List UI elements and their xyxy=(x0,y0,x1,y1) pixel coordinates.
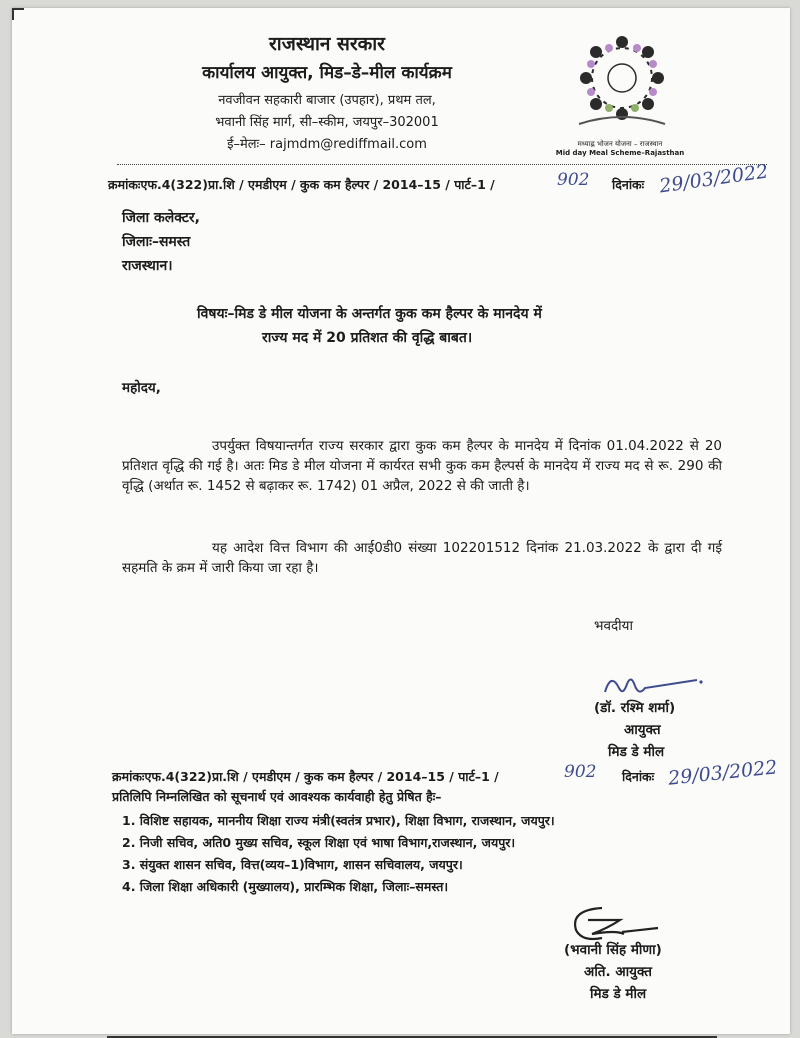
signatory-2-name: (भवानी सिंह मीणा) xyxy=(564,942,662,958)
mid-day-meal-logo xyxy=(557,28,687,138)
date-handwritten: 29/03/2022 xyxy=(658,160,770,198)
copy-reference-number-handwritten: 902 xyxy=(564,762,597,782)
signatory-2-office: मिड डे मील xyxy=(590,986,647,1002)
addressee-line1: जिला कलेक्टर, xyxy=(122,210,200,226)
page-corner-mark xyxy=(12,8,24,20)
copy-item: 4. जिला शिक्षा अधिकारी (मुख्यालय), प्रारम्भिक शिक्षा, जिलाः–समस्त। xyxy=(122,879,449,894)
addressee-line2: जिलाः–समस्त xyxy=(122,234,191,250)
reference-number: क्रमांकःएफ.4(322)प्रा.शि / एमडीएम / कुक कम हैल्पर / 2014–15 / पार्ट–1 / xyxy=(108,177,495,192)
copy-item: 1. विशिष्ट सहायक, माननीय शिक्षा राज्य मंत्री(स्वतंत्र प्रभार), शिक्षा विभाग, राजस्थान, जयपुर। xyxy=(122,813,555,828)
copy-reference-number: क्रमांकःएफ.4(322)प्रा.शि / एमडीएम / कुक कम हैल्पर / 2014–15 / पार्ट–1 / xyxy=(112,769,499,784)
office-email: ई–मेलः– rajmdm@rediffmail.com xyxy=(227,137,427,152)
addressee-line3: राजस्थान। xyxy=(122,258,173,274)
government-title: राजस्थान सरकार xyxy=(269,33,385,55)
signatory-1-office: मिड डे मील xyxy=(608,744,665,760)
copy-intro: प्रतिलिपि निम्नलिखित को सूचनार्थ एवं आवश्यक कार्यवाही हेतु प्रेषित हैः– xyxy=(112,789,442,804)
logo-caption-hindi: मध्याह्न भोजन योजना – राजस्थान xyxy=(577,140,663,148)
office-title: कार्यालय आयुक्त, मिड–डे–मील कार्यक्रम xyxy=(202,63,452,83)
signatory-2-designation: अति. आयुक्त xyxy=(584,964,652,980)
copy-date-handwritten: 29/03/2022 xyxy=(667,756,779,790)
body-paragraph-1: उपर्युक्त विषयान्तर्गत राज्य सरकार द्वारा कुक कम हैल्पर के मानदेय में दिनांक 01.04.2022 से 20 प्रतिशत वृद्धि की गई है। अतः मिड डे मील योजना में कार्यरत सभी कुक कम हैल्पर्स के मानदेय में राज्य मद से रू. 290 की वृद्धि (अर्थात रू. 1452 से बढ़ाकर रू. 1742) 01 अप्रैल, 2022 से की जाती है। xyxy=(122,438,722,494)
logo-caption-english: Mid day Meal Scheme–Rajasthan xyxy=(555,149,685,157)
subject-line2: राज्य मद में 20 प्रतिशत की वृद्धि बाबत। xyxy=(262,330,473,346)
header-divider xyxy=(117,164,767,165)
copy-date-label: दिनांकः xyxy=(622,769,655,784)
signatory-1-name: (डॉ. रश्मि शर्मा) xyxy=(594,700,676,716)
closing: भवदीया xyxy=(594,618,633,634)
body-paragraph-2: यह आदेश वित्त विभाग की आई0डी0 संख्या 102201512 दिनांक 21.03.2022 के द्वारा दी गई सहमति के क्रम में जारी किया जा रहा है। xyxy=(122,540,722,576)
date-label: दिनांकः xyxy=(612,177,645,192)
office-address-line1: नवजीवन सहकारी बाजार (उपहार), प्रथम तल, xyxy=(218,93,436,108)
salutation: महोदय, xyxy=(122,380,161,396)
copy-item: 3. संयुक्त शासन सचिव, वित्त(व्यय–1)विभाग, शासन सचिवालय, जयपुर। xyxy=(122,857,463,872)
reference-number-handwritten: 902 xyxy=(557,170,590,190)
subject-line1: विषयः–मिड डे मील योजना के अन्तर्गत कुक कम हैल्पर के मानदेय में xyxy=(197,306,542,322)
signatory-1-designation: आयुक्त xyxy=(624,722,661,738)
signature-1 xyxy=(597,666,707,702)
office-address-line2: भवानी सिंह मार्ग, सी–स्कीम, जयपुर–302001 xyxy=(215,115,439,130)
letter-page xyxy=(12,8,790,1034)
copy-item: 2. निजी सचिव, अति0 मुख्य सचिव, स्कूल शिक्षा एवं भाषा विभाग,राजस्थान, जयपुर। xyxy=(122,835,516,850)
